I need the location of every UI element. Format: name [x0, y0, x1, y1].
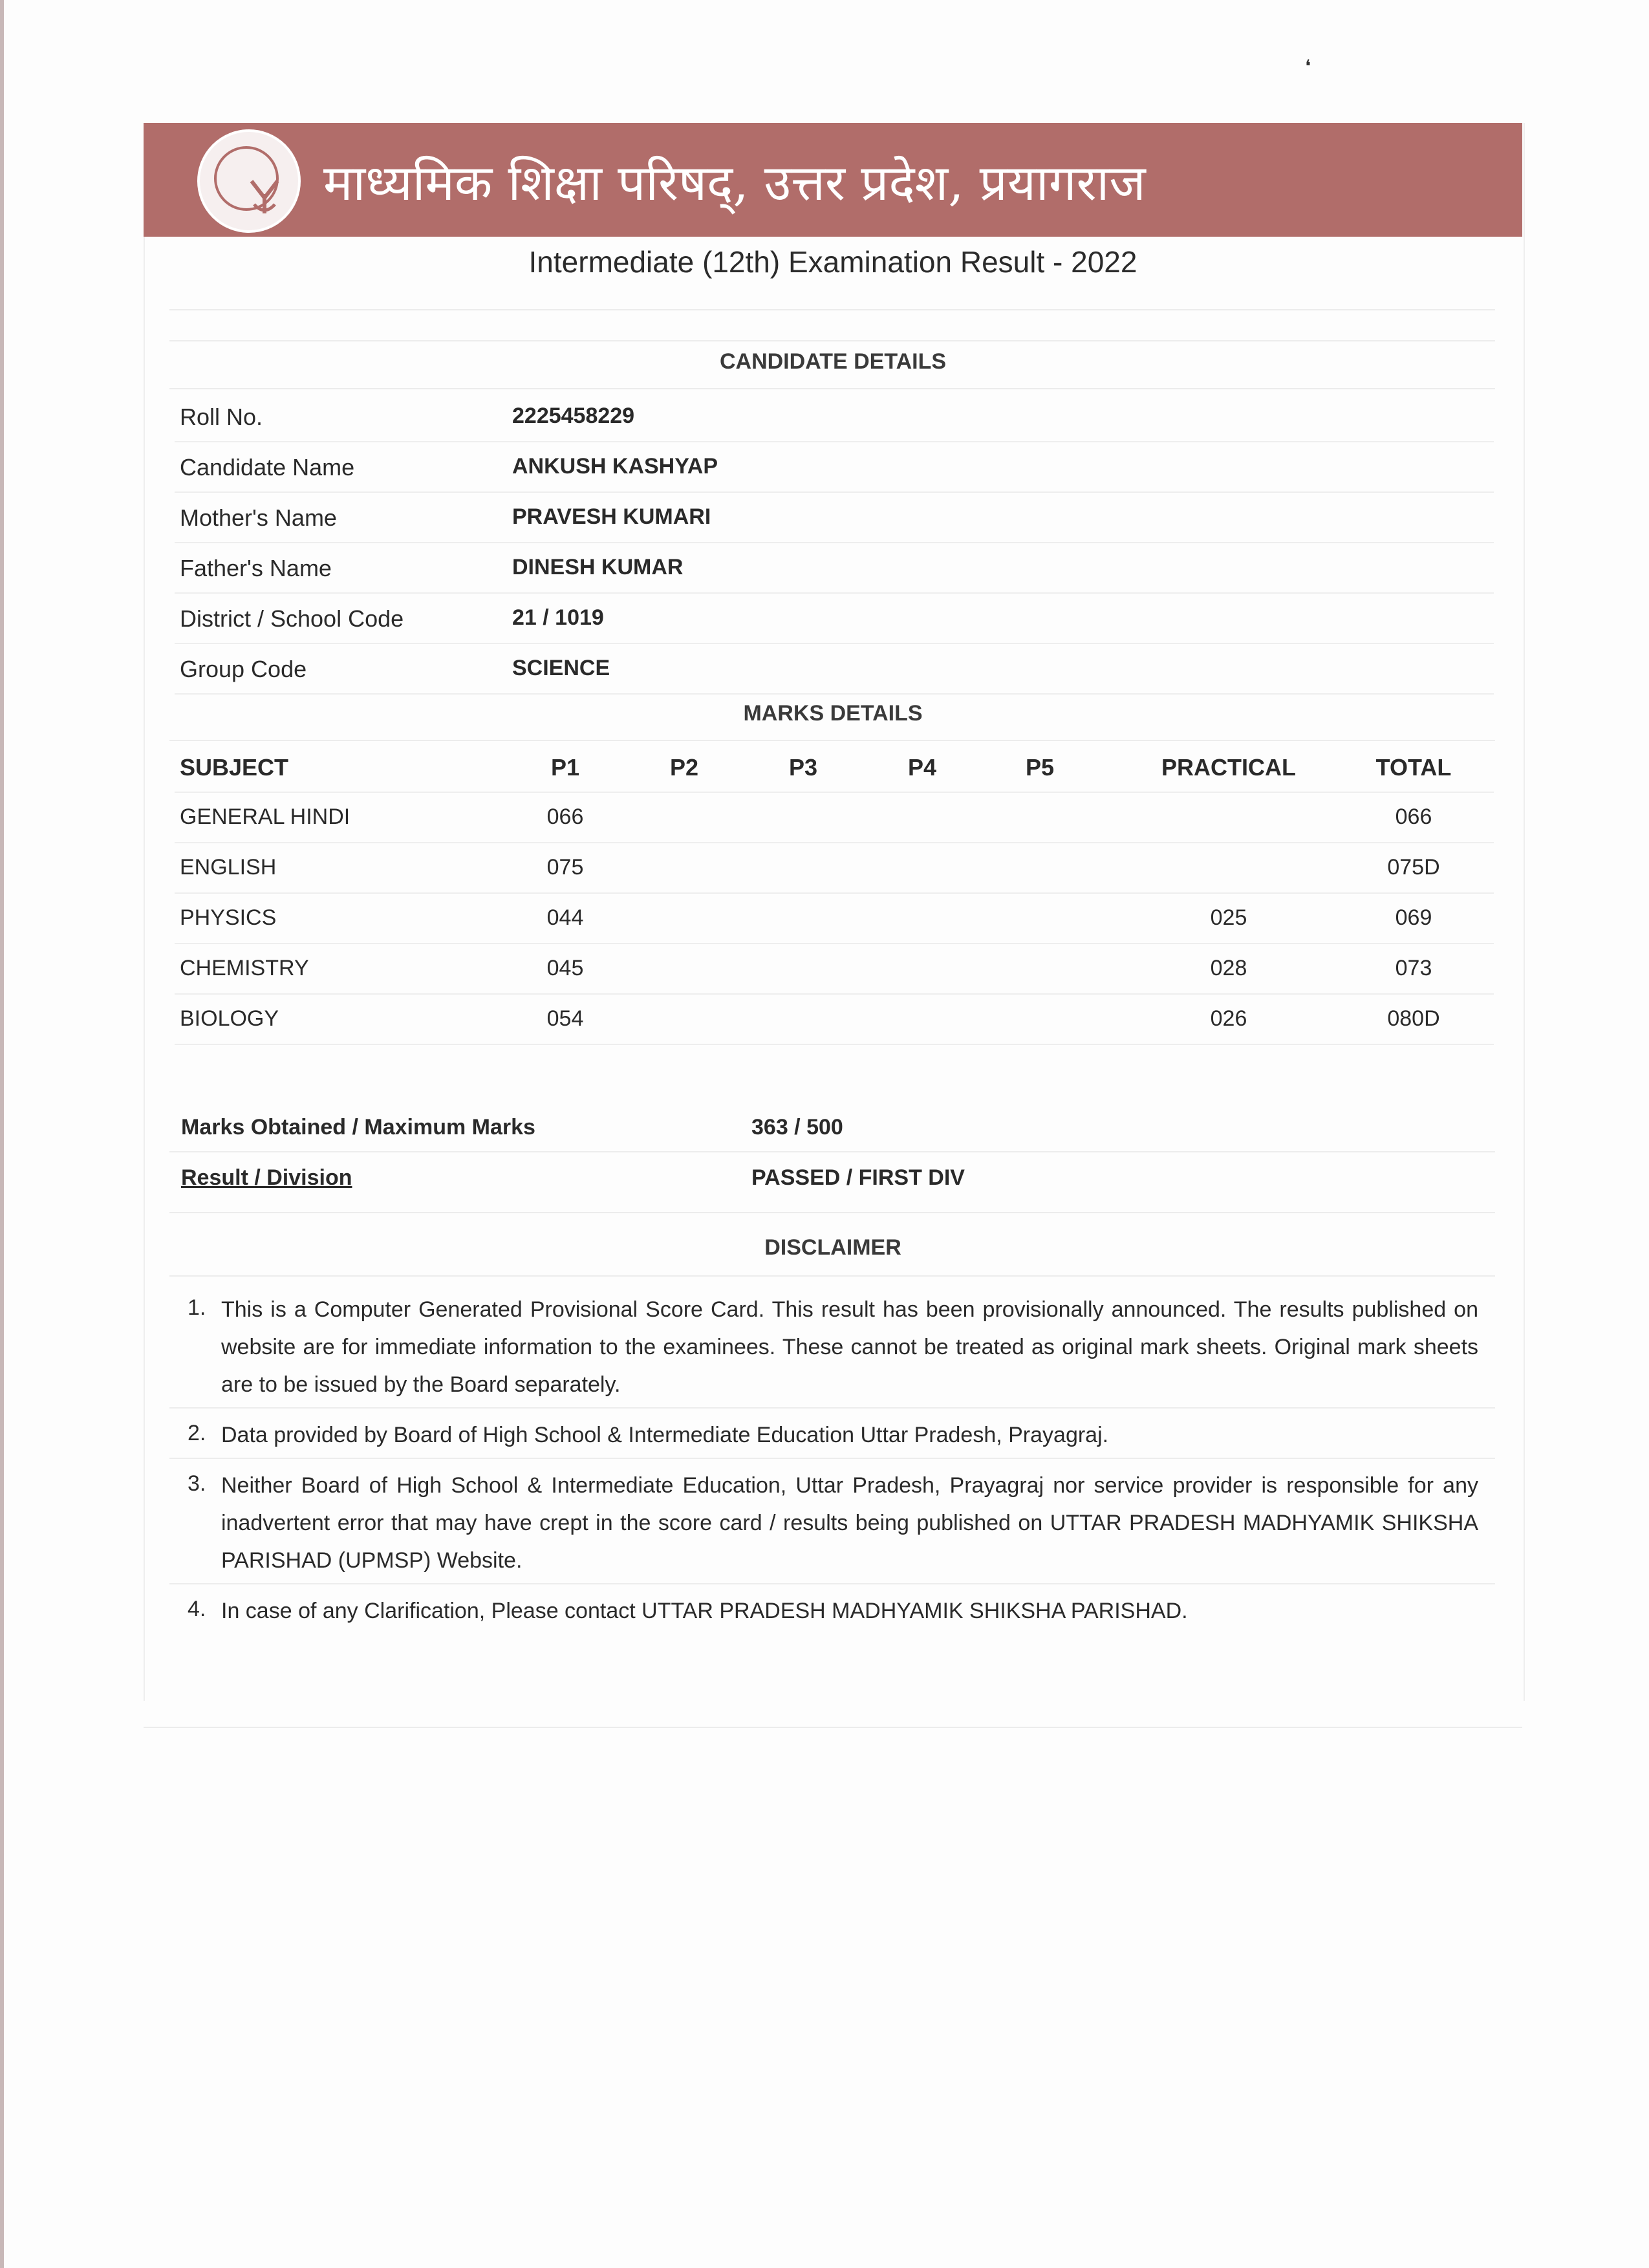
- detail-row-district: [175, 592, 1494, 644]
- divider: [169, 1407, 1495, 1409]
- practical-cell: 028: [1210, 956, 1247, 980]
- col-header-p2: P2: [669, 754, 699, 781]
- marks-header-row: [175, 741, 1494, 793]
- detail-label: District / School Code: [180, 605, 404, 632]
- detail-label: Mother's Name: [180, 504, 337, 531]
- divider: [169, 340, 1495, 341]
- divider: [169, 1275, 1495, 1277]
- detail-label: Group Code: [180, 656, 307, 682]
- total-cell: 075D: [1387, 855, 1440, 880]
- marks-summary-row: [175, 1102, 1494, 1152]
- practical-cell: 026: [1210, 1006, 1247, 1031]
- total-cell: 069: [1395, 905, 1432, 930]
- marks-details-heading: MARKS DETAILS: [743, 701, 923, 726]
- disclaimer-text: This is a Computer Generated Provisional Score Card. This result has been provisionally announced. The results published on website are for immediate information to the examinees. These cannot be treated as original mark sheets. Original mark sheets are to be issued by the Board separately.: [221, 1297, 1478, 1397]
- table-row: [175, 792, 1494, 843]
- detail-row-group: [175, 643, 1494, 695]
- detail-value: 21 / 1019: [512, 605, 604, 630]
- disclaimer-number: 4.: [188, 1597, 206, 1621]
- p1-cell: 075: [546, 855, 584, 880]
- detail-row-name: [175, 441, 1494, 493]
- board-name: माध्यमिक शिक्षा परिषद्, उत्तर प्रदेश, प्रयागराज: [323, 154, 1146, 211]
- detail-row-father: [175, 542, 1494, 594]
- col-header-total: TOTAL: [1375, 754, 1452, 781]
- detail-value: DINESH KUMAR: [512, 555, 684, 579]
- disclaimer-number: 2.: [188, 1421, 206, 1445]
- detail-row-mother: [175, 491, 1494, 543]
- subject-cell: CHEMISTRY: [180, 956, 309, 980]
- divider: [169, 309, 1495, 310]
- disclaimer-text: Neither Board of High School & Intermediate Education, Uttar Pradesh, Prayagraj nor service provider is responsible for any inadvertent error that may have crept in the score card / results being published on UTTAR PRADESH MADHYAMIK SHIKSHA PARISHAD (UPMSP) Website.: [221, 1473, 1478, 1573]
- card-bottom-line: [144, 1727, 1522, 1728]
- p1-cell: 066: [546, 805, 584, 829]
- result-label: Result / Division: [181, 1165, 352, 1190]
- subject-cell: ENGLISH: [180, 855, 277, 880]
- table-row: [175, 943, 1494, 995]
- exam-title: Intermediate (12th) Examination Result - 2022: [528, 245, 1137, 279]
- paper-edge: [0, 0, 4, 2268]
- total-cell: 066: [1395, 805, 1432, 829]
- practical-cell: 025: [1210, 905, 1247, 930]
- table-row: [175, 993, 1494, 1045]
- col-header-p1: P1: [550, 754, 580, 781]
- divider: [169, 388, 1495, 389]
- disclaimer-text: Data provided by Board of High School & Intermediate Education Uttar Pradesh, Prayagraj.: [221, 1423, 1109, 1447]
- marks-obtained-label: Marks Obtained / Maximum Marks: [181, 1115, 535, 1139]
- scan-speck: ❛: [1305, 56, 1311, 76]
- total-cell: 073: [1395, 956, 1432, 980]
- col-header-practical: PRACTICAL: [1161, 754, 1296, 781]
- marks-obtained-value: 363 / 500: [751, 1115, 843, 1139]
- total-cell: 080D: [1387, 1006, 1440, 1031]
- p1-cell: 044: [546, 905, 584, 930]
- table-row: [175, 842, 1494, 894]
- candidate-details-heading: CANDIDATE DETAILS: [719, 349, 947, 374]
- seal-ring: [214, 146, 279, 211]
- p1-cell: 054: [546, 1006, 584, 1031]
- detail-value: 2225458229: [512, 404, 635, 428]
- detail-label: Roll No.: [180, 404, 263, 430]
- result-row: [175, 1152, 1494, 1203]
- col-header-p3: P3: [788, 754, 818, 781]
- disclaimer-number: 1.: [188, 1295, 206, 1320]
- detail-label: Candidate Name: [180, 454, 355, 481]
- subject-cell: GENERAL HINDI: [180, 805, 350, 829]
- col-header-p5: P5: [1025, 754, 1055, 781]
- divider: [169, 1583, 1495, 1584]
- detail-label: Father's Name: [180, 555, 332, 581]
- disclaimer-heading: DISCLAIMER: [764, 1235, 901, 1260]
- detail-value: PRAVESH KUMARI: [512, 504, 711, 529]
- subject-cell: BIOLOGY: [180, 1006, 279, 1031]
- seal-symbol-icon: [248, 178, 281, 216]
- divider: [169, 1458, 1495, 1459]
- p1-cell: 045: [546, 956, 584, 980]
- table-row: [175, 892, 1494, 944]
- result-value: PASSED / FIRST DIV: [751, 1165, 965, 1190]
- disclaimer-text: In case of any Clarification, Please contact UTTAR PRADESH MADHYAMIK SHIKSHA PARISHAD.: [221, 1599, 1188, 1623]
- col-header-p4: P4: [907, 754, 937, 781]
- detail-value: ANKUSH KASHYAP: [512, 454, 718, 479]
- disclaimer-number: 3.: [188, 1471, 206, 1496]
- upmsp-seal-icon: [197, 129, 301, 233]
- detail-value: SCIENCE: [512, 656, 610, 680]
- col-header-subject: SUBJECT: [180, 754, 289, 781]
- divider: [169, 1212, 1495, 1213]
- detail-row-roll: [175, 391, 1494, 442]
- subject-cell: PHYSICS: [180, 905, 277, 930]
